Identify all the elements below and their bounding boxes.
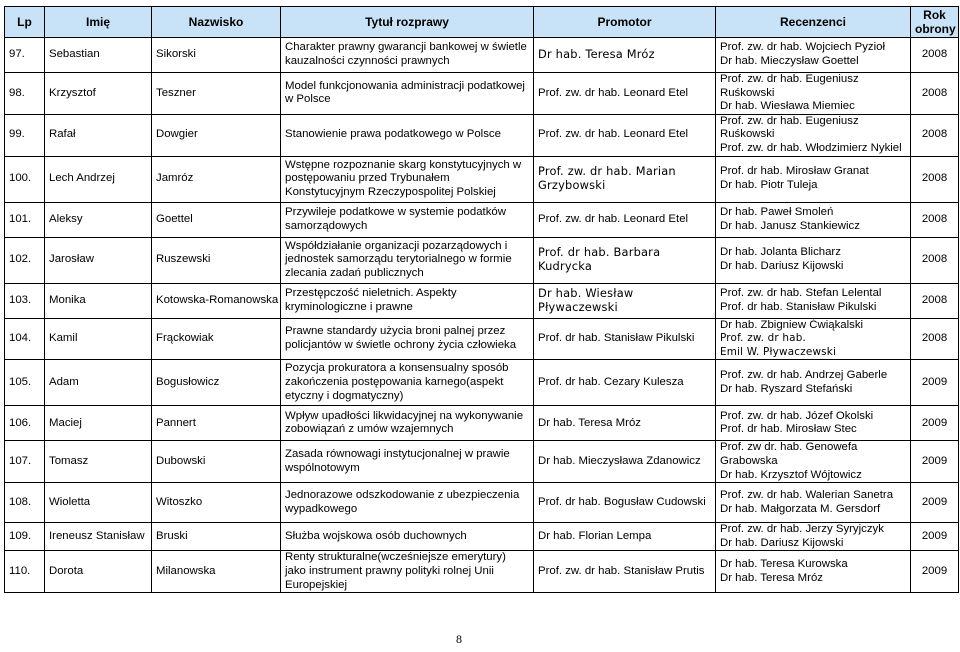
table-row (5, 551, 959, 593)
cell-rok: 2009 (911, 441, 959, 483)
cell-tytul: Stanowienie prawa podatkowego w Polsce (281, 114, 534, 156)
cell-rok: 2008 (911, 73, 959, 115)
reviewer-name: Dr hab. Mieczysław Goettel (720, 55, 859, 67)
table-row (5, 483, 959, 523)
cell-promotor: Prof. zw. dr hab. Leonard Etel (534, 202, 716, 237)
reviewer-name: Dr hab. Ryszard Stefański (720, 382, 853, 395)
cell-lp: 101. (5, 202, 45, 237)
cell-lp: 97. (5, 38, 45, 73)
table-row (5, 406, 959, 441)
cell-tytul: Charakter prawny gwarancji bankowej w świetle kauzalności czynności prawnych (281, 38, 534, 73)
cell-recenzenci (716, 360, 911, 406)
header-promotor: Promotor (534, 7, 716, 38)
cell-imie: Dorota (45, 551, 152, 593)
cell-tytul: Model funkcjonowania administracji podatkowej w Polsce (281, 73, 534, 115)
reviewer-name: Prof. zw. dr hab. Stefan Lelental (720, 286, 882, 299)
reviewer-name: Prof. dr hab. Mirosław Stec (720, 423, 857, 436)
cell-nazwisko: Pannert (152, 406, 281, 441)
cell-lp: 105. (5, 360, 45, 406)
cell-rok: 2008 (911, 202, 959, 237)
cell-tytul: Wstępne rozpoznanie skarg konstytucyjnych w postępowaniu przed Trybunałem Konstytucyjnym Rzeczypospolitej Polskiej (281, 156, 534, 202)
cell-promotor: Prof. dr hab. Bogusław Cudowski (534, 483, 716, 523)
cell-nazwisko: Frąckowiak (152, 318, 281, 360)
table-row (5, 237, 959, 283)
reviewer-name: Prof. zw dr. hab. Genowefa Grabowska (720, 441, 858, 467)
reviewer-name: Dr hab. Jolanta Blicharz (720, 246, 841, 259)
cell-nazwisko: Milanowska (152, 551, 281, 593)
reviewer-name: Prof. zw. dr hab. Wojciech Pyzioł (720, 41, 886, 54)
header-tytul: Tytuł rozprawy (281, 7, 534, 38)
cell-rok: 2009 (911, 406, 959, 441)
cell-promotor: Prof. zw. dr hab. Stanisław Prutis (534, 551, 716, 593)
reviewer-name: Prof. zw. dr hab. Eugeniusz Ruśkowski (720, 114, 859, 141)
cell-imie: Wioletta (45, 483, 152, 523)
table-row (5, 283, 959, 318)
reviewer-name: Prof. dr hab. Mirosław Granat (720, 165, 869, 178)
cell-recenzenci (716, 406, 911, 441)
cell-imie: Maciej (45, 406, 152, 441)
cell-nazwisko: Jamróz (152, 156, 281, 202)
cell-lp: 98. (5, 73, 45, 115)
cell-rok: 2009 (911, 483, 959, 523)
cell-lp: 108. (5, 483, 45, 523)
cell-recenzenci (716, 551, 911, 593)
table-row (5, 202, 959, 237)
cell-recenzenci (716, 441, 911, 483)
cell-tytul: Współdziałanie organizacji pozarządowych i jednostek samorządu terytorialnego w formie zlecania zadań publicznych (281, 237, 534, 283)
reviewer-name: Emil W. Pływaczewski (720, 345, 837, 358)
reviewer-name: Dr hab. Dariusz Kijowski (720, 536, 844, 549)
cell-rok: 2009 (911, 360, 959, 406)
header-imie: Imię (45, 7, 152, 38)
cell-imie: Aleksy (45, 202, 152, 237)
cell-imie: Sebastian (45, 38, 152, 73)
cell-tytul: Jednorazowe odszkodowanie z ubezpieczenia wypadkowego (281, 483, 534, 523)
cell-lp: 107. (5, 441, 45, 483)
cell-rok: 2009 (911, 523, 959, 551)
table-row (5, 114, 959, 156)
header-rok: Rok obrony (911, 7, 959, 38)
reviewer-name: Prof. zw. dr hab. Walerian Sanetra (720, 489, 894, 502)
cell-rok: 2008 (911, 38, 959, 73)
cell-promotor: Dr hab. Teresa Mróz (534, 38, 716, 73)
cell-promotor: Dr hab. Wiesław Pływaczewski (534, 283, 716, 318)
cell-promotor: Prof. dr hab. Stanisław Pikulski (534, 318, 716, 360)
cell-tytul: Służba wojskowa osób duchownych (281, 523, 534, 551)
reviewer-name: Dr hab. Małgorzata M. Gersdorf (720, 502, 881, 515)
theses-table (4, 6, 959, 593)
cell-rok: 2009 (911, 551, 959, 593)
cell-recenzenci (716, 156, 911, 202)
cell-lp: 109. (5, 523, 45, 551)
reviewer-name: Dr hab. Piotr Tuleja (720, 179, 818, 192)
cell-lp: 99. (5, 114, 45, 156)
reviewer-name: Prof. zw. dr hab. Włodzimierz Nykiel (720, 141, 902, 154)
table-row (5, 156, 959, 202)
header-row (5, 7, 959, 38)
cell-lp: 100. (5, 156, 45, 202)
reviewer-name: Prof. zw. dr hab. Eugeniusz Ruśkowski (720, 73, 859, 99)
cell-recenzenci (716, 318, 911, 360)
cell-nazwisko: Teszner (152, 73, 281, 115)
reviewer-name: Dr hab. Krzysztof Wójtowicz (720, 468, 862, 481)
page-number: 8 (456, 632, 462, 646)
cell-imie: Jarosław (45, 237, 152, 283)
cell-lp: 104. (5, 318, 45, 360)
cell-imie: Monika (45, 283, 152, 318)
cell-imie: Kamil (45, 318, 152, 360)
header-lp: Lp (5, 7, 45, 38)
cell-rok: 2008 (911, 318, 959, 360)
cell-recenzenci (716, 73, 911, 115)
reviewer-name: Dr hab. Wiesława Miemiec (720, 100, 855, 113)
cell-nazwisko: Kotowska-Romanowska (152, 283, 281, 318)
cell-tytul: Prawne standardy użycia broni palnej przez policjantów w świetle ochrony życia człowieka (281, 318, 534, 360)
cell-promotor: Prof. zw. dr hab. Marian Grzybowski (534, 156, 716, 202)
cell-rok: 2008 (911, 283, 959, 318)
reviewer-name: Dr hab. Dariusz Kijowski (720, 260, 844, 273)
reviewer-name: Dr hab. Janusz Stankiewicz (720, 219, 860, 232)
reviewer-name: Prof. zw. dr hab. Józef Okolski (720, 409, 874, 422)
cell-recenzenci (716, 283, 911, 318)
cell-lp: 102. (5, 237, 45, 283)
reviewer-name: Dr hab. Zbigniew Ćwiąkalski (720, 318, 864, 331)
cell-recenzenci (716, 38, 911, 73)
table-row (5, 38, 959, 73)
reviewer-name: Dr hab. Paweł Smoleń (720, 205, 834, 218)
reviewer-name: Dr hab. Teresa Kurowska (720, 558, 848, 571)
reviewer-name: Prof. dr hab. Stanisław Pikulski (720, 300, 877, 313)
cell-lp: 110. (5, 551, 45, 593)
cell-promotor: Prof. zw. dr hab. Leonard Etel (534, 114, 716, 156)
cell-promotor: Dr hab. Mieczysława Zdanowicz (534, 441, 716, 483)
table-row (5, 441, 959, 483)
table-row (5, 360, 959, 406)
cell-tytul: Pozycja prokuratora a konsensualny sposób zakończenia postępowania karnego(aspekt etyczny i dogmatyczny) (281, 360, 534, 406)
cell-tytul: Zasada równowagi instytucjonalnej w prawie wspólnotowym (281, 441, 534, 483)
cell-rok: 2008 (911, 114, 959, 156)
cell-promotor: Prof. dr hab. Cezary Kulesza (534, 360, 716, 406)
cell-rok: 2008 (911, 237, 959, 283)
cell-nazwisko: Dubowski (152, 441, 281, 483)
cell-nazwisko: Bruski (152, 523, 281, 551)
cell-imie: Lech Andrzej (45, 156, 152, 202)
cell-nazwisko: Bogusłowicz (152, 360, 281, 406)
cell-nazwisko: Sikorski (152, 38, 281, 73)
cell-promotor: Prof. dr hab. Barbara Kudrycka (534, 237, 716, 283)
cell-imie: Rafał (45, 114, 152, 156)
reviewer-name: Prof. zw. dr hab. Jerzy Syryjczyk (720, 523, 884, 536)
cell-lp: 103. (5, 283, 45, 318)
table-row (5, 73, 959, 115)
cell-nazwisko: Witoszko (152, 483, 281, 523)
cell-tytul: Przywileje podatkowe w systemie podatków samorządowych (281, 202, 534, 237)
cell-imie: Krzysztof (45, 73, 152, 115)
cell-imie: Tomasz (45, 441, 152, 483)
cell-recenzenci (716, 483, 911, 523)
cell-imie: Adam (45, 360, 152, 406)
cell-rok: 2008 (911, 156, 959, 202)
cell-imie: Ireneusz Stanisław (45, 523, 152, 551)
cell-recenzenci (716, 114, 911, 156)
header-nazwisko: Nazwisko (152, 7, 281, 38)
cell-lp: 106. (5, 406, 45, 441)
cell-tytul: Przestępczość nieletnich. Aspekty kryminologiczne i prawne (281, 283, 534, 318)
table-body (5, 38, 959, 593)
cell-recenzenci (716, 237, 911, 283)
cell-nazwisko: Ruszewski (152, 237, 281, 283)
reviewer-name: Prof. zw. dr hab. Andrzej Gaberle (720, 369, 888, 382)
header-recenzenci: Recenzenci (716, 7, 911, 38)
cell-recenzenci (716, 523, 911, 551)
table-row (5, 318, 959, 360)
cell-recenzenci (716, 202, 911, 237)
cell-promotor: Prof. zw. dr hab. Leonard Etel (534, 73, 716, 115)
cell-promotor: Dr hab. Florian Lempa (534, 523, 716, 551)
reviewer-name: Dr hab. Teresa Mróz (720, 571, 823, 584)
cell-tytul: Wpływ upadłości likwidacyjnej na wykonywanie zobowiązań z umów wzajemnych (281, 406, 534, 441)
cell-tytul: Renty strukturalne(wcześniejsze emerytury) jako instrument prawny polityki rolnej Unii Europejskiej (281, 551, 534, 593)
reviewer-name: Prof. zw. dr hab. (720, 332, 807, 345)
table-row (5, 523, 959, 551)
cell-promotor: Dr hab. Teresa Mróz (534, 406, 716, 441)
cell-nazwisko: Goettel (152, 202, 281, 237)
cell-nazwisko: Dowgier (152, 114, 281, 156)
